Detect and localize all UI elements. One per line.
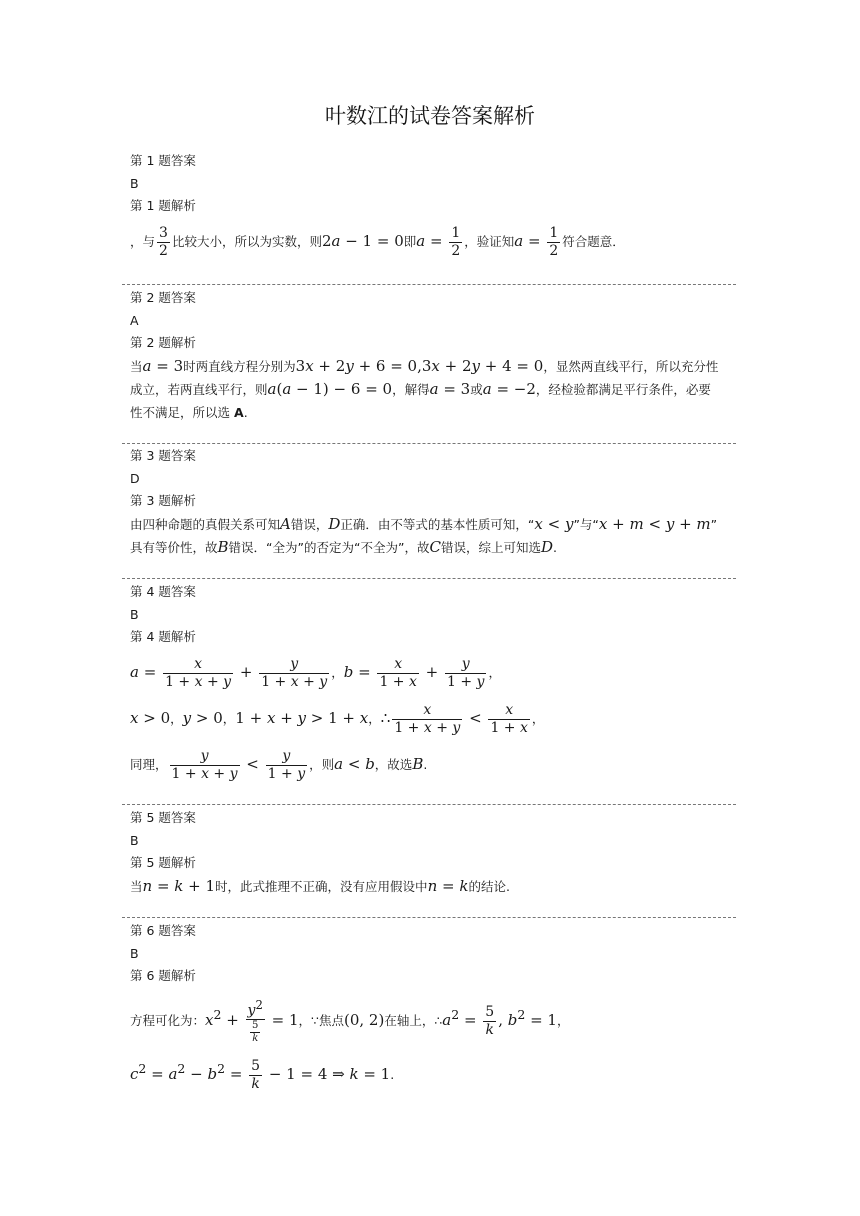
divider (122, 804, 736, 805)
question-6 (130, 920, 735, 1096)
answer-value: B (130, 606, 139, 622)
answer-heading: 第 2 题答案 (130, 290, 196, 305)
answer-value: B (130, 832, 139, 848)
analysis-heading: 第 4 题解析 (130, 629, 196, 644)
answer-heading: 第 6 题答案 (130, 923, 196, 938)
question-3 (130, 445, 735, 560)
answer-heading: 第 4 题答案 (130, 584, 196, 599)
answer-value: A (130, 312, 139, 328)
answer-heading: 第 5 题答案 (130, 810, 196, 825)
analysis-heading: 第 5 题解析 (130, 855, 196, 870)
divider (122, 917, 736, 918)
analysis-heading: 第 6 题解析 (130, 968, 196, 983)
analysis-heading: 第 1 题解析 (130, 198, 196, 213)
analysis-text: 由四种命题的真假关系可知A错误，D正确．由不等式的基本性质可知，“x < y”与“x + m < y + m” 具有等价性，故B错误．“全为”的否定为“不全为”，故C错误，综上可知选D. (130, 514, 718, 556)
question-5 (130, 807, 735, 898)
answer-value: B (130, 175, 139, 191)
answer-heading: 第 1 题答案 (130, 153, 196, 168)
question-1 (130, 150, 735, 264)
answer-value: D (130, 470, 140, 486)
divider (122, 443, 736, 444)
analysis-heading: 第 3 题解析 (130, 493, 196, 508)
analysis-heading: 第 2 题解析 (130, 335, 196, 350)
analysis-text: ，与 $\frac{3}{2}$ 比较大小，所以为实数，则2a − 1 = 0即a = $\frac{1}{2}$ ，验证知a = $\frac{1}{2}$ 符合题意． (130, 224, 625, 259)
divider (122, 578, 736, 579)
question-2 (130, 287, 735, 424)
analysis-text: a = $\frac{x}{1 + x + y}$ + $\frac{y}{1 + x + y}$ ，b = $\frac{x}{1 + x}$ + $\frac{y}{1 + y}$ ， x > 0，y > 0，1 + x + y > 1 + x，∴ $\frac{x}{1 + x + y}$ < $\frac{x}{1 + x}$ ， 同理， $\frac{y}{1 + x + y}$ < $\frac{y}{1 + y}$ ，则a < b，故选B. (130, 655, 545, 782)
analysis-text: 当a = 3时两直线方程分别为3x + 2y + 6 = 0,3x + 2y + 4 = 0，显然两直线平行，所以充分性 成立，若两直线平行，则a(a − 1) − 6 = 0，解得a = 3或a = −2，经检验都满足平行条件，必要 性不满足，所以选 A. (130, 356, 719, 420)
page-title: 叶数江的试卷答案解析 (325, 104, 535, 128)
answer-heading: 第 3 题答案 (130, 448, 196, 463)
divider (122, 284, 736, 285)
analysis-text: 当n = k + 1时，此式推理不正确，没有应用假设中n = k的结论. (130, 876, 510, 895)
analysis-text: 方程可化为：$x^2$ + $\frac{y^2}{\frac{5}{k}}$ = 1，∵焦点(0, 2)在轴上，$\therefore a^2$ = $\frac{5}{k}$ , $b^2 = 1$， $c^2 = a^2 - b^2$ = $\frac{5}{k}$ − 1 = 4 ⇒ k = 1. (130, 997, 570, 1092)
answer-value: B (130, 945, 139, 961)
question-4 (130, 581, 735, 787)
